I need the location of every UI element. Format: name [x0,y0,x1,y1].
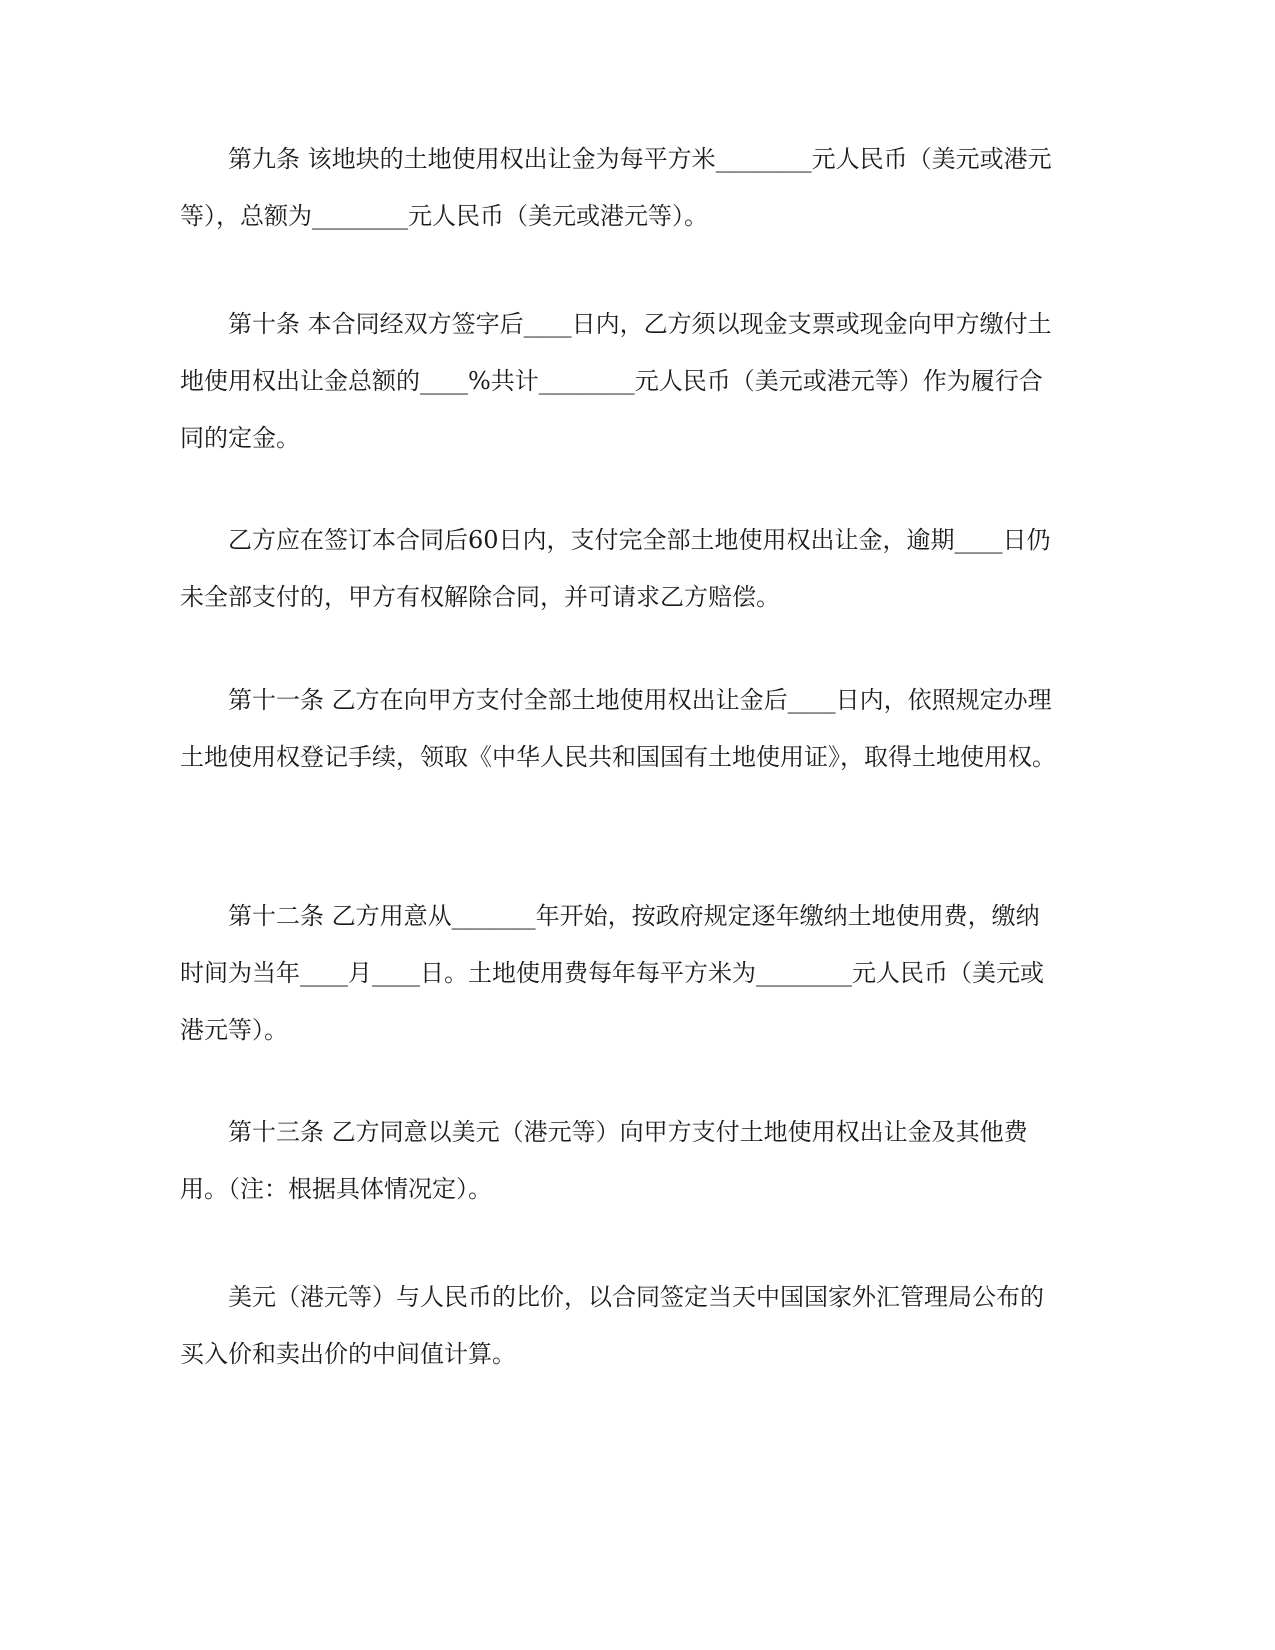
paragraph-article-9: 第九条 该地块的土地使用权出让金为每平方米________元人民币（美元或港元等），总额为________元人民币（美元或港元等）。 [180,145,1052,230]
paragraph-article-12: 第十二条 乙方用意从_______年开始，按政府规定逐年缴纳土地使用费，缴纳时间为当年____月____日。土地使用费每年每平方米为________元人民币（美元或港元等）。 [180,902,1044,1044]
paragraph-article-11: 第十一条 乙方在向甲方支付全部土地使用权出让金后____日内，依照规定办理土地使用权登记手续，领取《中华人民共和国国有土地使用证》，取得土地使用权。 [180,686,1056,771]
paragraph-article-10: 第十条 本合同经双方签字后____日内，乙方须以现金支票或现金向甲方缴付土地使用权出让金总额的____%共计________元人民币（美元或港元等）作为履行合同的定金。 [180,310,1052,452]
paragraph-article-13: 第十三条 乙方同意以美元（港元等）向甲方支付土地使用权出让金及其他费用。（注：根据具体情况定）。 [180,1118,1028,1203]
paragraph-article-10-payment-deadline: 乙方应在签订本合同后60日内，支付完全部土地使用权出让金，逾期____日仍未全部支付的，甲方有权解除合同，并可请求乙方赔偿。 [180,526,1051,611]
paragraph-exchange-rate: 美元（港元等）与人民币的比价，以合同签定当天中国国家外汇管理局公布的买入价和卖出价的中间值计算。 [180,1283,1044,1368]
